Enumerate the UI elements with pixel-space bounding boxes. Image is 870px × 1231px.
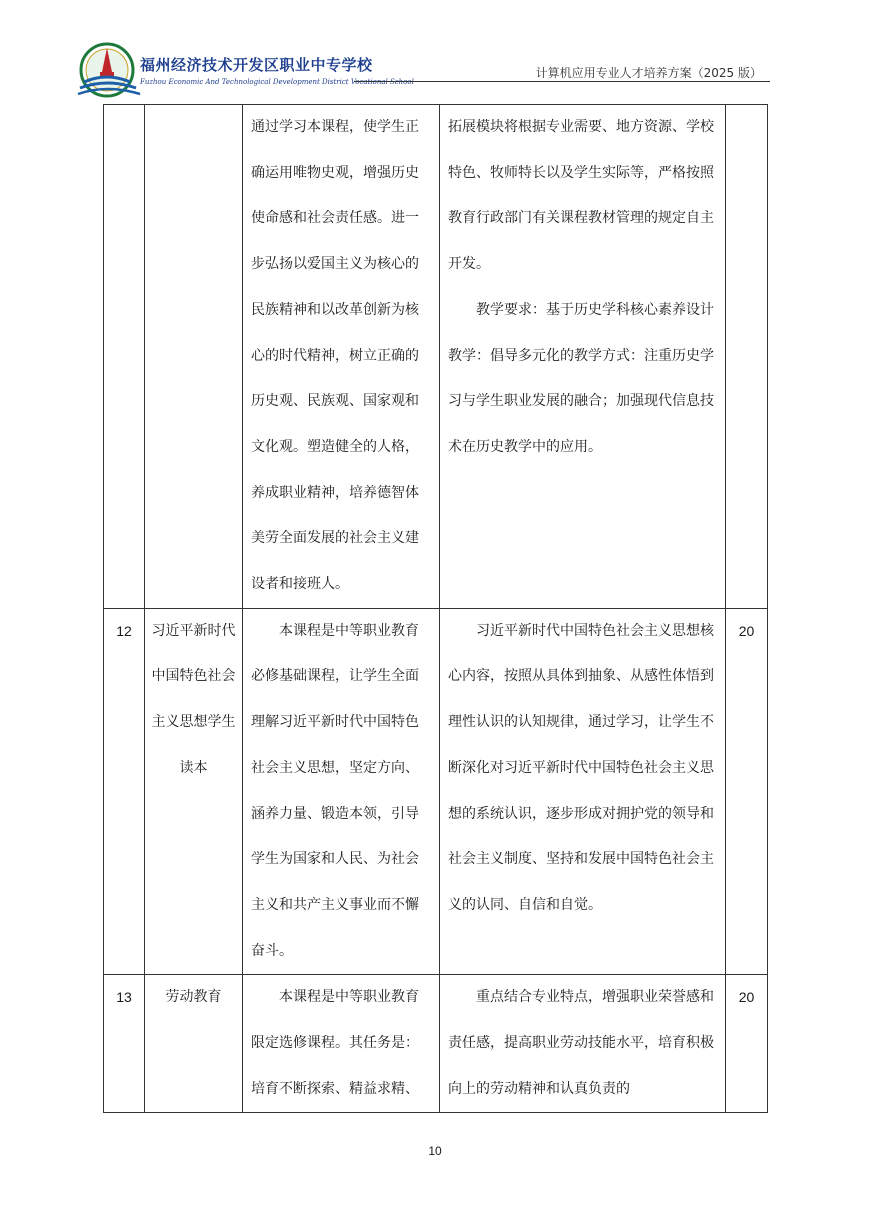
document-title: 计算机应用专业人才培养方案（2025 版） [535, 66, 762, 80]
course-number: 13 [104, 975, 145, 1113]
course-goal: 本课程是中等职业教育必修基础课程，让学生全面理解习近平新时代中国特色社会主义思想，坚定方向、涵养力量、锻造本领，引导学生为国家和人民、为社会主义和共产主义事业而不懈奋斗。 [251, 622, 419, 959]
header-divider [354, 81, 770, 82]
course-content-cell [440, 105, 726, 609]
course-content: 习近平新时代中国特色社会主义思想核心内容，按照从具体到抽象、从感性体悟到理性认识的认知规律，通过学习，让学生不断深化对习近平新时代中国特色社会主义思想的系统认识，逐步形成对拥护党的领导和社会主义制度、坚持和发展中国特色社会主义的认同、自信和自觉。 [448, 622, 714, 913]
course-goal: 通过学习本课程，使学生正确运用唯物史观，增强历史使命感和社会责任感。进一步弘扬以爱国主义为核心的民族精神和以改革创新为核心的时代精神，树立正确的历史观、民族观、国家观和文化观。塑造健全的人格，养成职业精神，培养德智体美劳全面发展的社会主义建设者和接班人。 [251, 119, 419, 593]
table-row [104, 105, 768, 609]
table-row [104, 608, 768, 975]
course-goal-cell [243, 608, 440, 975]
course-goal: 本课程是中等职业教育限定选修课程。其任务是：培育不断探索、精益求精、 [251, 989, 419, 1097]
course-name-cell [145, 608, 243, 975]
course-name [145, 105, 243, 609]
page-number: 10 [428, 1144, 442, 1158]
school-logo-icon [76, 42, 142, 98]
table-row [104, 975, 768, 1113]
course-hours [726, 105, 768, 609]
course-name: 劳动教育 [145, 975, 243, 1113]
course-content: 拓展模块将根据专业需要、地方资源、学校特色、牧师特长以及学生实际等，严格按照教育行政部门有关课程教材管理的规定自主开发。 [448, 119, 714, 273]
course-goal-cell [243, 975, 440, 1113]
course-number: 12 [104, 608, 145, 975]
page-header [76, 40, 770, 102]
course-hours: 20 [726, 608, 768, 975]
course-content: 重点结合专业特点，增强职业荣誉感和责任感，提高职业劳动技能水平，培育积极向上的劳动精神和认真负责的 [448, 989, 714, 1097]
course-number [104, 105, 145, 609]
teaching-requirements: 教学要求：基于历史学科核心素养设计教学：倡导多元化的教学方式：注重历史学习与学生职业发展的融合；加强现代信息技术在历史教学中的应用。 [448, 301, 714, 455]
course-hours: 20 [726, 975, 768, 1113]
school-name-en: Fuzhou Economic And Technological Development District Vocational School [140, 78, 414, 86]
course-goal-cell [243, 105, 440, 609]
course-table [103, 104, 768, 1113]
course-content-cell [440, 975, 726, 1113]
course-content-cell [440, 608, 726, 975]
school-name-cn: 福州经济技术开发区职业中专学校 [140, 56, 373, 74]
course-name: 习近平新时代中国特色社会主义思想学生读本 [151, 622, 236, 776]
